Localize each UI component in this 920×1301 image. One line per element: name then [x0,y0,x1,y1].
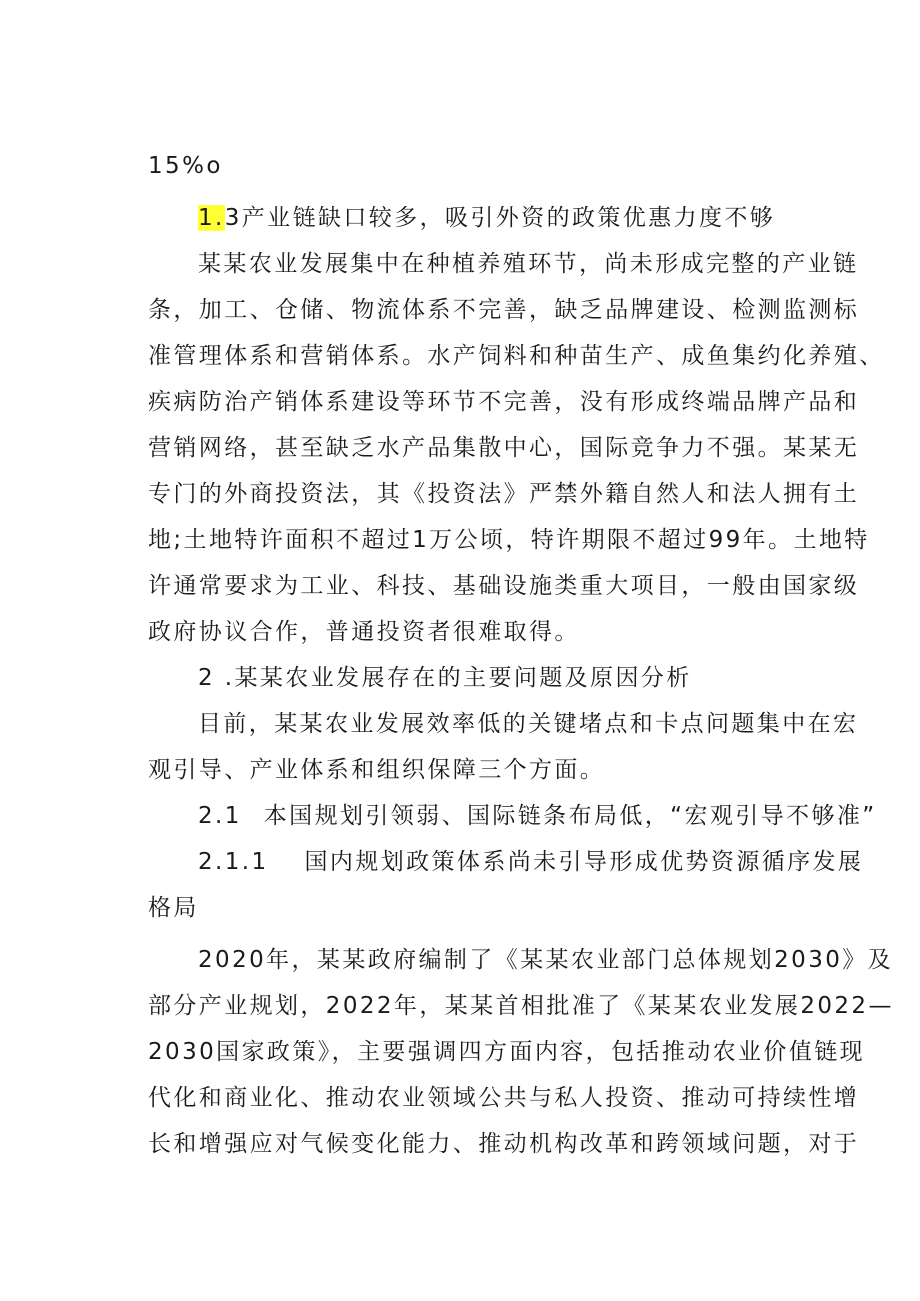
line-text: 格局 [148,895,199,921]
heading-text: 3产业链缺口较多，吸引外资的政策优惠力度不够 [224,205,776,231]
text-line [148,146,223,186]
text-line [198,244,858,284]
line-text: 疾病防治产销体系建设等环节不完善，没有形成终端品牌产品和 [148,389,860,415]
heading-text: 本国规划引领弱、国际链条布局低，“宏观引导不够准” [263,803,877,829]
line-text: 营销网络，甚至缺乏水产品集散中心，国际竞争力不强。某某无 [148,435,860,461]
section-heading-2 [198,658,692,698]
line-text: 政府协议合作，普通投资者很难取得。 [148,619,580,645]
text-line [148,612,580,652]
text-line [148,474,859,514]
text-line [148,428,859,468]
text-line [148,336,885,376]
heading-text: 2 .某某农业发展存在的主要问题及原因分析 [198,665,692,691]
text-line [148,888,199,928]
line-text: 条，加工、仓储、物流体系不完善，缺乏品牌建设、检测监测标 [148,297,860,323]
heading-text: 国内规划政策体系尚未引导形成优势资源循序发展 [304,849,864,875]
text-line [148,750,605,790]
line-text: 长和增强应对气候变化能力、推动机构改革和跨领域问题，对于 [148,1131,860,1157]
line-text: 某某农业发展集中在种植养殖环节，尚未形成完整的产业链 [198,251,859,277]
text-line [198,704,858,744]
highlighted-number: 1. [198,205,225,231]
text-line [198,940,893,980]
line-text: 目前，某某农业发展效率低的关键堵点和卡点问题集中在宏 [198,711,859,737]
line-text: 2020年，某某政府编制了《某某农业部门总体规划2030》及 [198,947,894,973]
section-heading-2-1 [198,796,877,836]
line-text: 准管理体系和营销体系。水产饲料和种苗生产、成鱼集约化养殖、 [148,343,885,369]
text-line [148,986,894,1026]
section-number: 2.1.1 [198,849,269,875]
section-heading-1-3 [198,198,775,238]
text-line [148,1032,865,1072]
section-heading-2-1-1 [198,842,863,882]
line-text: 代化和商业化、推动农业领域公共与私人投资、推动可持续性增 [148,1085,860,1111]
line-text: 专门的外商投资法，其《投资法》严禁外籍自然人和法人拥有土 [148,481,860,507]
line-text: 部分产业规划，2022年，某某首相批准了《某某农业发展2022— [148,993,894,1019]
text-line [148,382,859,422]
line-text: 观引导、产业体系和组织保障三个方面。 [148,757,606,783]
section-number: 2.1 [198,803,242,829]
text-line [148,1078,859,1118]
text-line [148,520,870,560]
line-text: 地;土地特许面积不超过1万公顷，特许期限不超过99年。土地特 [148,527,870,553]
text-line [148,566,859,606]
line-text: 2030国家政策》，主要强调四方面内容，包括推动农业价值链现 [148,1039,866,1065]
text-line [148,290,859,330]
line-text: 15%o [148,153,223,179]
line-text: 许通常要求为工业、科技、基础设施类重大项目，一般由国家级 [148,573,860,599]
text-line [148,1124,859,1164]
